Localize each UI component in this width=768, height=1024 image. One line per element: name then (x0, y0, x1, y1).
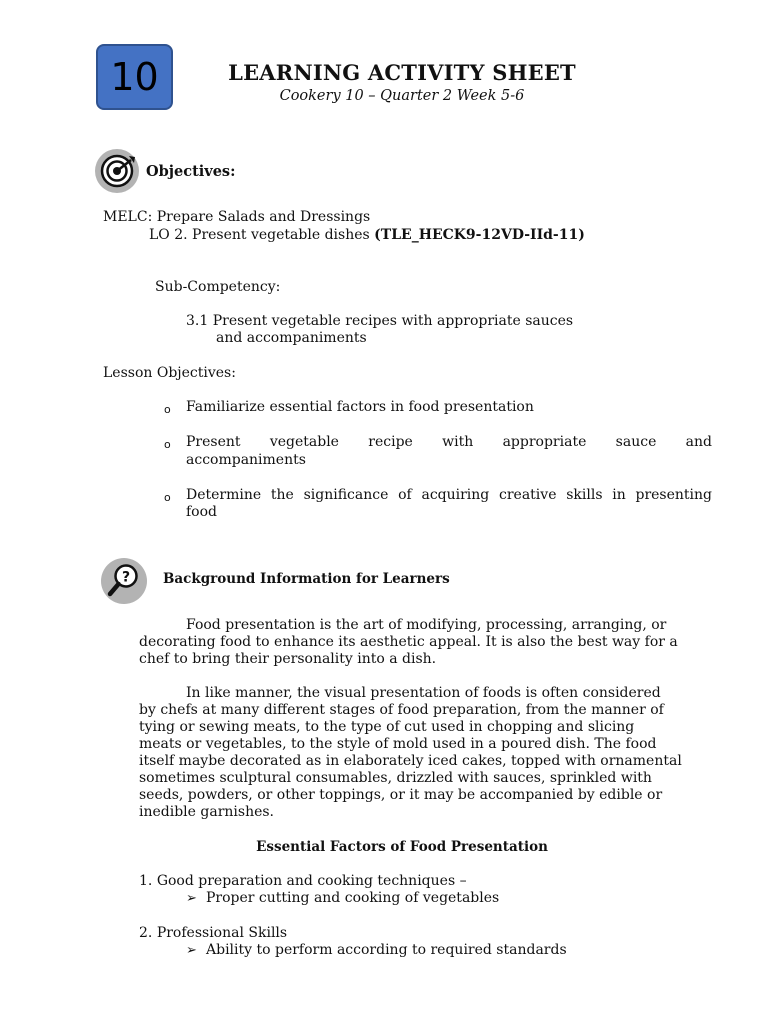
list-item: Present vegetable recipe with appropriate sauce and (186, 434, 712, 450)
essential-factors-heading: Essential Factors of Food Presentation (256, 839, 548, 855)
sub-competency-line2: and accompaniments (216, 330, 367, 346)
paragraph-line: sometimes sculptural consumables, drizzled with sauces, sprinkled with (139, 770, 652, 786)
paragraph-line: itself maybe decorated as in elaborately iced cakes, topped with ornamental (139, 753, 682, 769)
factor-sub-item: Ability to perform according to required standards (206, 942, 567, 958)
paragraph-line: decorating food to enhance its aesthetic appeal. It is also the best way for a (139, 634, 678, 650)
lo-text: LO 2. Present vegetable dishes (149, 227, 375, 243)
factor-item (139, 873, 467, 891)
arrow-bullet-icon: ➢ (186, 943, 197, 958)
factor-item (139, 925, 287, 943)
melc-line: MELC: Prepare Salads and Dressings (103, 209, 371, 225)
list-item-continuation: accompaniments (186, 452, 306, 468)
sub-competency-label: Sub-Competency: (155, 279, 281, 295)
background-heading: Background Information for Learners (163, 571, 450, 587)
factor-number: 2. (139, 925, 153, 941)
paragraph-line: Food presentation is the art of modifying, processing, arranging, or (186, 617, 667, 633)
factor-sub-item: Proper cutting and cooking of vegetables (206, 890, 500, 906)
paragraph-line: inedible garnishes. (139, 804, 275, 820)
objectives-heading: Objectives: (146, 163, 236, 180)
sub-competency-line1: 3.1 Present vegetable recipes with appropriate sauces (186, 313, 574, 329)
target-icon (94, 148, 140, 194)
grade-number: 10 (110, 55, 159, 99)
paragraph-line: chef to bring their personality into a dish. (139, 651, 437, 667)
list-item: Determine the significance of acquiring creative skills in presenting (186, 487, 712, 503)
bullet-marker: o (164, 438, 171, 451)
paragraph-line: In like manner, the visual presentation of foods is often considered (186, 685, 661, 701)
page-subtitle: Cookery 10 – Quarter 2 Week 5-6 (279, 88, 525, 104)
bullet-marker: o (164, 403, 171, 416)
lo-line (149, 227, 585, 245)
factor-number: 1. (139, 873, 153, 889)
arrow-bullet-icon: ➢ (186, 891, 197, 906)
list-item: Familiarize essential factors in food presentation (186, 399, 534, 415)
paragraph-line: by chefs at many different stages of food preparation, from the manner of (139, 702, 664, 718)
factor-title: Professional Skills (156, 925, 288, 941)
grade-badge (96, 44, 173, 110)
lo-code: (TLE_HECK9-12VD-IId-11) (374, 227, 585, 243)
bullet-marker: o (164, 491, 171, 504)
paragraph-line: meats or vegetables, to the style of mold used in a poured dish. The food (139, 736, 657, 752)
factor-title: Good preparation and cooking techniques – (156, 873, 467, 889)
paragraph-line: seeds, powders, or other toppings, or it may be accompanied by edible or (139, 787, 663, 803)
paragraph-line: tying or sewing meats, to the type of cut used in chopping and slicing (139, 719, 635, 735)
page-title: LEARNING ACTIVITY SHEET (228, 60, 576, 85)
lesson-objectives-label: Lesson Objectives: (103, 365, 236, 381)
magnifier-question-icon (100, 557, 148, 605)
svg-text:?: ? (121, 569, 131, 586)
list-item-continuation: food (186, 504, 218, 520)
